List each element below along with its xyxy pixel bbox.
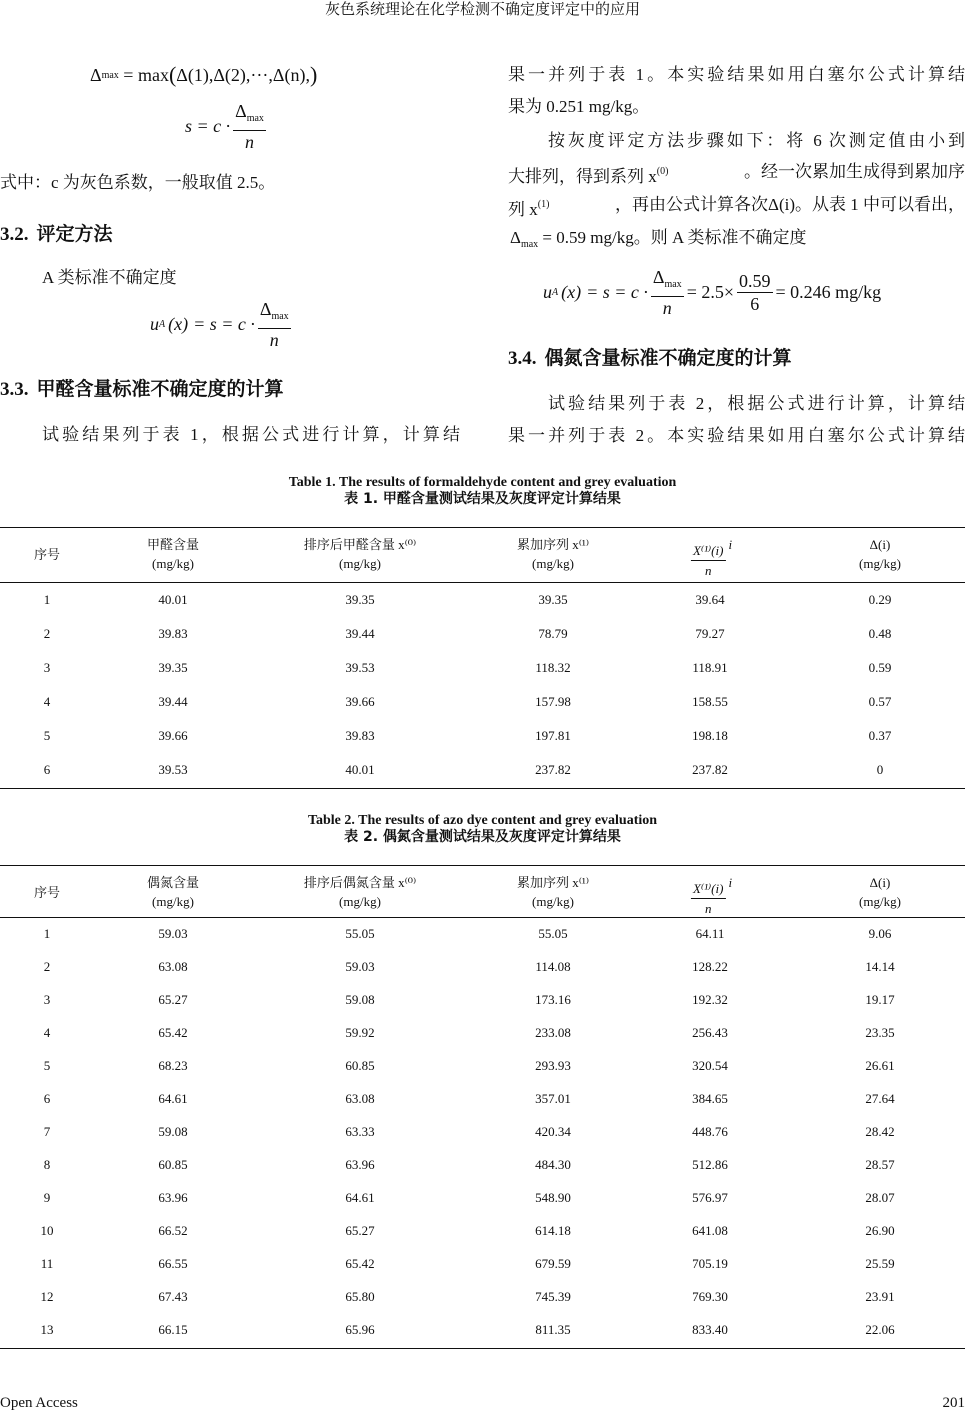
header-fraction — [691, 541, 726, 580]
header-line-2: (mg/kg) — [859, 556, 901, 571]
section-heading-3-2 — [0, 219, 113, 246]
table-cell: 64.11 — [695, 926, 725, 941]
table-cell: 118.91 — [692, 660, 728, 675]
table-cell: 63.96 — [345, 1157, 375, 1172]
table-cell: 63.08 — [158, 959, 188, 974]
table-cell: 197.81 — [535, 728, 571, 743]
table-cell: 3 — [43, 660, 51, 675]
line-text — [508, 194, 549, 221]
formula-ua-result — [543, 266, 881, 319]
section-title: 评定方法 — [36, 223, 113, 245]
table-cell: 6 — [43, 1091, 51, 1106]
table-cell: 66.52 — [158, 1223, 188, 1238]
table-cell: 705.19 — [692, 1256, 728, 1271]
table-row — [0, 591, 965, 609]
formula-fraction — [258, 298, 291, 351]
caption-en: Table 2. The results of azo dye content and grey evaluation — [307, 813, 658, 828]
table-cell: 39.35 — [158, 660, 188, 675]
table-cell: 448.76 — [692, 1124, 728, 1139]
section-heading-3-4 — [508, 343, 792, 370]
table1-caption — [0, 474, 965, 508]
paragraph-line: 按灰度评定方法步骤如下：将 6 次测定值由小到 — [548, 131, 965, 150]
paragraph-line — [508, 194, 965, 221]
table-bottom-rule — [0, 788, 965, 789]
table-cell: 39.83 — [345, 728, 375, 743]
table-header-cell — [688, 873, 732, 918]
table-row — [0, 1288, 965, 1306]
table-cell: 3 — [43, 992, 51, 1007]
table-cell: 65.27 — [158, 992, 188, 1007]
table-row — [0, 1090, 965, 1108]
table-cell: 14.14 — [865, 959, 895, 974]
fraction-numerator: Δ — [259, 299, 272, 319]
header-line-1: 序号 — [33, 885, 61, 900]
table-row — [0, 991, 965, 1009]
table-cell: 64.61 — [345, 1190, 375, 1205]
table-header-cell — [304, 873, 416, 911]
table-cell: 237.82 — [692, 762, 728, 777]
fraction-denominator: 6 — [750, 294, 760, 314]
table-cell: 55.05 — [345, 926, 375, 941]
table-cell: 2 — [43, 626, 51, 641]
table-cell: 811.35 — [535, 1322, 571, 1337]
header-line-1: 排序后偶氮含量 x⁽⁰⁾ — [303, 875, 417, 890]
formula-lhs: s = c · — [185, 116, 231, 136]
header-line-1: Δ(i) — [869, 537, 891, 552]
formula-note: 式中：c 为灰色系数，一般取值 2.5。 — [0, 173, 276, 192]
table-header-cell — [688, 535, 732, 580]
table-cell: 0.59 — [868, 660, 892, 675]
header-line-1: 偶氮含量 — [146, 875, 200, 890]
table-row — [0, 958, 965, 976]
table-row — [0, 625, 965, 643]
table-cell: 679.59 — [535, 1256, 571, 1271]
table-cell: 60.85 — [345, 1058, 375, 1073]
header-line-1: 累加序列 x⁽¹⁾ — [516, 875, 590, 890]
page-number: 201 — [942, 1395, 965, 1411]
formula-delta-max: Δ max = max ( Δ(1),Δ(2),···,Δ(n), ) — [90, 62, 318, 87]
table-cell: 28.57 — [865, 1157, 895, 1172]
header-line-2: (mg/kg) — [152, 556, 194, 571]
table-cell: 65.42 — [345, 1256, 375, 1271]
table-cell: 65.42 — [158, 1025, 188, 1040]
table-cell: 0.29 — [868, 592, 892, 607]
table-header-cell — [859, 873, 901, 911]
table-cell: 39.53 — [345, 660, 375, 675]
table-cell: 237.82 — [535, 762, 571, 777]
table-cell: 55.05 — [538, 926, 568, 941]
table-cell: 59.92 — [345, 1025, 375, 1040]
table-cell: 39.66 — [158, 728, 188, 743]
formula-symbol: Δ — [90, 64, 102, 85]
table2 — [0, 865, 965, 1349]
line-text-a: 大排列，得到系列 x — [508, 167, 657, 186]
caption-zh: 表 2. 偶氮含量测试结果及灰度评定计算结果 — [344, 829, 621, 845]
table-cell: 66.55 — [158, 1256, 188, 1271]
table-cell: 65.27 — [345, 1223, 375, 1238]
fraction-numerator: Δ — [652, 267, 665, 287]
table-cell: 173.16 — [535, 992, 571, 1007]
table-cell: 66.15 — [158, 1322, 188, 1337]
table-row — [0, 925, 965, 943]
table-cell: 12 — [40, 1289, 54, 1304]
formula-fraction-2 — [737, 270, 773, 315]
table-cell: 68.23 — [158, 1058, 188, 1073]
table2-caption — [0, 812, 965, 846]
section-number: 3.3. — [0, 379, 29, 400]
table-cell: 10 — [40, 1223, 54, 1238]
table-cell: 63.33 — [345, 1124, 375, 1139]
table-header-cell — [304, 535, 416, 573]
superscript: (1) — [537, 199, 550, 210]
table-cell: 4 — [43, 1025, 51, 1040]
section-heading-3-3 — [0, 374, 284, 401]
table-cell: 9.06 — [868, 926, 892, 941]
section-title: 偶氮含量标准不确定度的计算 — [544, 347, 792, 369]
paragraph-line: 果为 0.251 mg/kg。 — [508, 97, 650, 116]
table-cell: 40.01 — [345, 762, 375, 777]
fraction-numerator-sub: max — [664, 279, 682, 290]
header-line-1: 累加序列 x⁽¹⁾ — [516, 537, 590, 552]
fraction-numerator: X⁽¹⁾(i) — [691, 541, 726, 561]
formula-u: u — [543, 282, 552, 302]
header-line-2: (mg/kg) — [532, 894, 574, 909]
table-cell: 39.44 — [158, 694, 188, 709]
header-line-2: (mg/kg) — [339, 556, 381, 571]
paragraph-line — [508, 161, 965, 188]
header-line-2: (mg/kg) — [152, 894, 194, 909]
table-cell: 614.18 — [535, 1223, 571, 1238]
table-header-cell — [517, 535, 589, 573]
paragraph-line: 果一并列于表 1。本实验结果如用白塞尔公式计算结 — [508, 65, 965, 84]
table-cell: 548.90 — [535, 1190, 571, 1205]
table-cell: 357.01 — [535, 1091, 571, 1106]
table-cell: 1 — [43, 592, 51, 607]
table-cell: 22.06 — [865, 1322, 895, 1337]
table-cell: 192.32 — [692, 992, 728, 1007]
header-line-1: 序号 — [33, 547, 61, 562]
section-title: 甲醛含量标准不确定度的计算 — [36, 378, 284, 400]
table-cell: 79.27 — [695, 626, 725, 641]
formula-s — [185, 100, 269, 153]
table-cell: 256.43 — [692, 1025, 728, 1040]
table-cell: 39.83 — [158, 626, 188, 641]
table-top-rule — [0, 865, 965, 866]
header-line-2: (mg/kg) — [859, 894, 901, 909]
table-cell: 7 — [43, 1124, 51, 1139]
fraction-denominator: n — [704, 563, 712, 578]
table-cell: 512.86 — [692, 1157, 728, 1172]
table-cell: 78.79 — [538, 626, 568, 641]
fraction-numerator-sub: max — [246, 113, 264, 124]
table-row — [0, 1255, 965, 1273]
table-row — [0, 1189, 965, 1207]
table-cell: 2 — [43, 959, 51, 974]
table-cell: 23.35 — [865, 1025, 895, 1040]
caption-en: Table 1. The results of formaldehyde content and grey evaluation — [288, 475, 677, 490]
table-cell: 19.17 — [865, 992, 895, 1007]
table-cell: 1 — [43, 926, 51, 941]
table-header-cell — [147, 535, 199, 573]
table-cell: 11 — [40, 1256, 54, 1271]
formula-fraction — [651, 266, 684, 319]
formula-ua — [150, 298, 294, 351]
paragraph-line — [510, 227, 807, 256]
table-cell: 157.98 — [535, 694, 571, 709]
table-cell: 641.08 — [692, 1223, 728, 1238]
table-row — [0, 761, 965, 779]
header-suffix: i — [728, 875, 733, 890]
table-header-rule — [0, 582, 965, 583]
fraction-denominator: n — [704, 901, 712, 916]
table-cell: 13 — [40, 1322, 54, 1337]
caption-zh: 表 1. 甲醛含量测试结果及灰度评定计算结果 — [344, 491, 621, 507]
table-header-cell — [34, 883, 60, 902]
table-cell: 0 — [876, 762, 884, 777]
fraction-denominator: n — [662, 298, 672, 318]
paragraph-line: 试验结果列于表 2，根据公式进行计算，计算结 — [548, 394, 965, 413]
section-number: 3.4. — [508, 348, 537, 369]
table-cell: 484.30 — [535, 1157, 571, 1172]
table-cell: 6 — [43, 762, 51, 777]
header-line-2: (mg/kg) — [532, 556, 574, 571]
table-cell: 23.91 — [865, 1289, 895, 1304]
formula-rest: = s = c · — [586, 282, 648, 302]
table-cell: 39.53 — [158, 762, 188, 777]
formula-arg: (x) — [168, 314, 189, 334]
table-cell: 833.40 — [692, 1322, 728, 1337]
formula-arg: (x) — [561, 282, 582, 302]
table-cell: 26.90 — [865, 1223, 895, 1238]
table-cell: 320.54 — [692, 1058, 728, 1073]
formula-mid: = 2.5× — [686, 282, 734, 302]
section-number: 3.2. — [0, 224, 29, 245]
table-header-cell — [517, 873, 589, 911]
header-fraction — [691, 879, 726, 918]
table-cell: 26.61 — [865, 1058, 895, 1073]
table-header-cell — [147, 873, 199, 911]
table-cell: 576.97 — [692, 1190, 728, 1205]
line-text-b: 。经一次累加生成得到累加序 — [744, 162, 965, 181]
delta-symbol: Δ — [510, 228, 521, 247]
table-cell: 65.80 — [345, 1289, 375, 1304]
table-cell: 420.34 — [535, 1124, 571, 1139]
table-cell: 39.66 — [345, 694, 375, 709]
table-cell: 28.07 — [865, 1190, 895, 1205]
table-cell: 0.57 — [868, 694, 892, 709]
table-cell: 59.08 — [345, 992, 375, 1007]
table-cell: 63.08 — [345, 1091, 375, 1106]
table1 — [0, 527, 965, 789]
table-row — [0, 1024, 965, 1042]
formula-body: Δ(1),Δ(2),···,Δ(n), — [176, 64, 310, 85]
superscript: (0) — [656, 166, 669, 177]
table-cell: 8 — [43, 1157, 51, 1172]
line-text-a: 列 x — [508, 200, 538, 219]
fraction-numerator: X⁽¹⁾(i) — [691, 879, 726, 899]
table-cell: 40.01 — [158, 592, 188, 607]
table-cell: 59.03 — [345, 959, 375, 974]
table-cell: 5 — [43, 1058, 51, 1073]
formula-u: u — [150, 314, 159, 334]
table-cell: 39.64 — [695, 592, 725, 607]
a-type-label: A 类标准不确定度 — [42, 268, 177, 287]
paragraph-3-3: 试验结果列于表 1，根据公式进行计算，计算结 — [42, 425, 460, 444]
table-cell: 39.35 — [538, 592, 568, 607]
table-cell: 745.39 — [535, 1289, 571, 1304]
table-top-rule — [0, 527, 965, 528]
table-row — [0, 659, 965, 677]
formula-operator: = max — [123, 64, 169, 85]
table-row — [0, 693, 965, 711]
table-cell: 114.08 — [535, 959, 571, 974]
table-cell: 769.30 — [692, 1289, 728, 1304]
header-suffix: i — [728, 537, 733, 552]
fraction-denominator: n — [269, 330, 279, 350]
table-row — [0, 727, 965, 745]
table-cell: 118.32 — [535, 660, 571, 675]
table-cell: 39.44 — [345, 626, 375, 641]
formula-rest: = s = c · — [193, 314, 255, 334]
formula-subscript: max — [101, 69, 119, 81]
table-cell: 64.61 — [158, 1091, 188, 1106]
fraction-numerator-sub: max — [271, 311, 289, 322]
header-line-2: (mg/kg) — [339, 894, 381, 909]
formula-u-sub: A — [159, 319, 166, 330]
fraction-denominator: n — [245, 132, 255, 152]
line-text-b: ，再由公式计算各次Δ(i)。从表 1 中可以看出， — [615, 195, 965, 214]
footer-open-access: Open Access — [0, 1395, 78, 1411]
table-bottom-rule — [0, 1348, 965, 1349]
table-cell: 384.65 — [692, 1091, 728, 1106]
header-line-1: 排序后甲醛含量 x⁽⁰⁾ — [303, 537, 417, 552]
table-cell: 59.03 — [158, 926, 188, 941]
header-line-1: Δ(i) — [869, 875, 891, 890]
table-cell: 63.96 — [158, 1190, 188, 1205]
table-cell: 67.43 — [158, 1289, 188, 1304]
table-cell: 27.64 — [865, 1091, 895, 1106]
paragraph-line: 果一并列于表 2。本实验结果如用白塞尔公式计算结 — [508, 426, 965, 445]
table-cell: 9 — [43, 1190, 51, 1205]
table-header-cell — [34, 545, 60, 564]
table-row — [0, 1057, 965, 1075]
subscript: max — [520, 239, 539, 250]
table-cell: 128.22 — [692, 959, 728, 974]
table-cell: 293.93 — [535, 1058, 571, 1073]
formula-result: = 0.246 mg/kg — [775, 282, 882, 302]
line-text — [508, 161, 668, 188]
table-cell: 158.55 — [692, 694, 728, 709]
fraction-numerator: 0.59 — [739, 271, 771, 291]
table-cell: 233.08 — [535, 1025, 571, 1040]
table-header-cell — [859, 535, 901, 573]
table-row — [0, 1123, 965, 1141]
table-header-rule — [0, 917, 965, 918]
table-row — [0, 1321, 965, 1339]
line-text-b: = 0.59 mg/kg。则 A 类标准不确定度 — [538, 228, 807, 247]
formula-fraction — [233, 100, 266, 153]
fraction-numerator: Δ — [235, 101, 247, 121]
table-cell: 39.35 — [345, 592, 375, 607]
table-cell: 25.59 — [865, 1256, 895, 1271]
table-cell: 0.48 — [868, 626, 892, 641]
table-cell: 28.42 — [865, 1124, 895, 1139]
table-cell: 5 — [43, 728, 51, 743]
table-cell: 59.08 — [158, 1124, 188, 1139]
table-cell: 198.18 — [692, 728, 728, 743]
formula-u-sub: A — [552, 287, 559, 298]
table-cell: 60.85 — [158, 1157, 188, 1172]
running-title: 灰色系统理论在化学检测不确定度评定中的应用 — [324, 2, 640, 18]
table-cell: 0.37 — [868, 728, 892, 743]
table-cell: 65.96 — [345, 1322, 375, 1337]
table-row — [0, 1222, 965, 1240]
header-line-1: 甲醛含量 — [146, 537, 200, 552]
table-row — [0, 1156, 965, 1174]
table-cell: 4 — [43, 694, 51, 709]
